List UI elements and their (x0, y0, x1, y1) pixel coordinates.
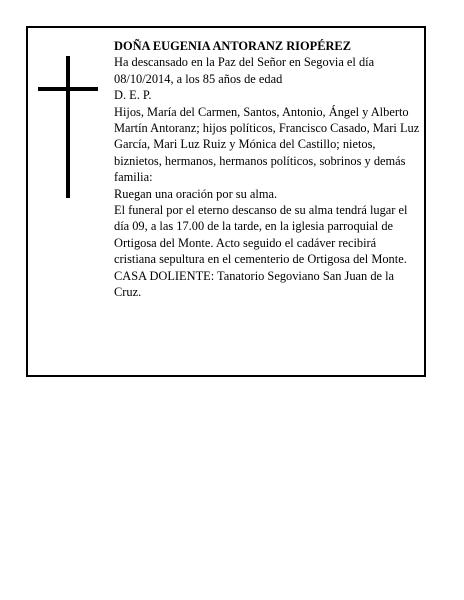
family-list: Hijos, María del Carmen, Santos, Antonio, Ángel y Alberto Martín Antoranz; hijos políticos, Francisco Casado, Mari Luz García, Mari Luz Ruiz y Mónica del Castillo; nietos, biznietos, hermanos, hermanos políticos, sobrinos y demás familia: (114, 104, 420, 185)
cross-horizontal-bar (38, 87, 98, 91)
prayer-request: Ruegan una oración por su alma. (114, 186, 278, 201)
deceased-name: DOÑA EUGENIA ANTORANZ RIOPÉREZ (114, 39, 351, 53)
obituary-notice (26, 26, 426, 377)
death-announcement: Ha descansado en la Paz del Señor en Segovia el día 08/10/2014, a los 85 años de edad (114, 55, 375, 86)
cross-icon (38, 56, 98, 198)
obituary-text (114, 38, 420, 301)
funeral-home: CASA DOLIENTE: Tanatorio Segoviano San Juan de la Cruz. (114, 268, 395, 300)
cross-vertical-bar (66, 56, 70, 198)
rest-in-peace: D. E. P. (114, 88, 152, 103)
funeral-details: El funeral por el eterno descanso de su alma tendrá lugar el día 09, a las 17.00 de la tarde, en la iglesia parroquial de Ortigosa del Monte. Acto seguido el cadáver recibirá cristiana sepultura en el cementerio de Ortigosa del Monte. (114, 203, 408, 267)
